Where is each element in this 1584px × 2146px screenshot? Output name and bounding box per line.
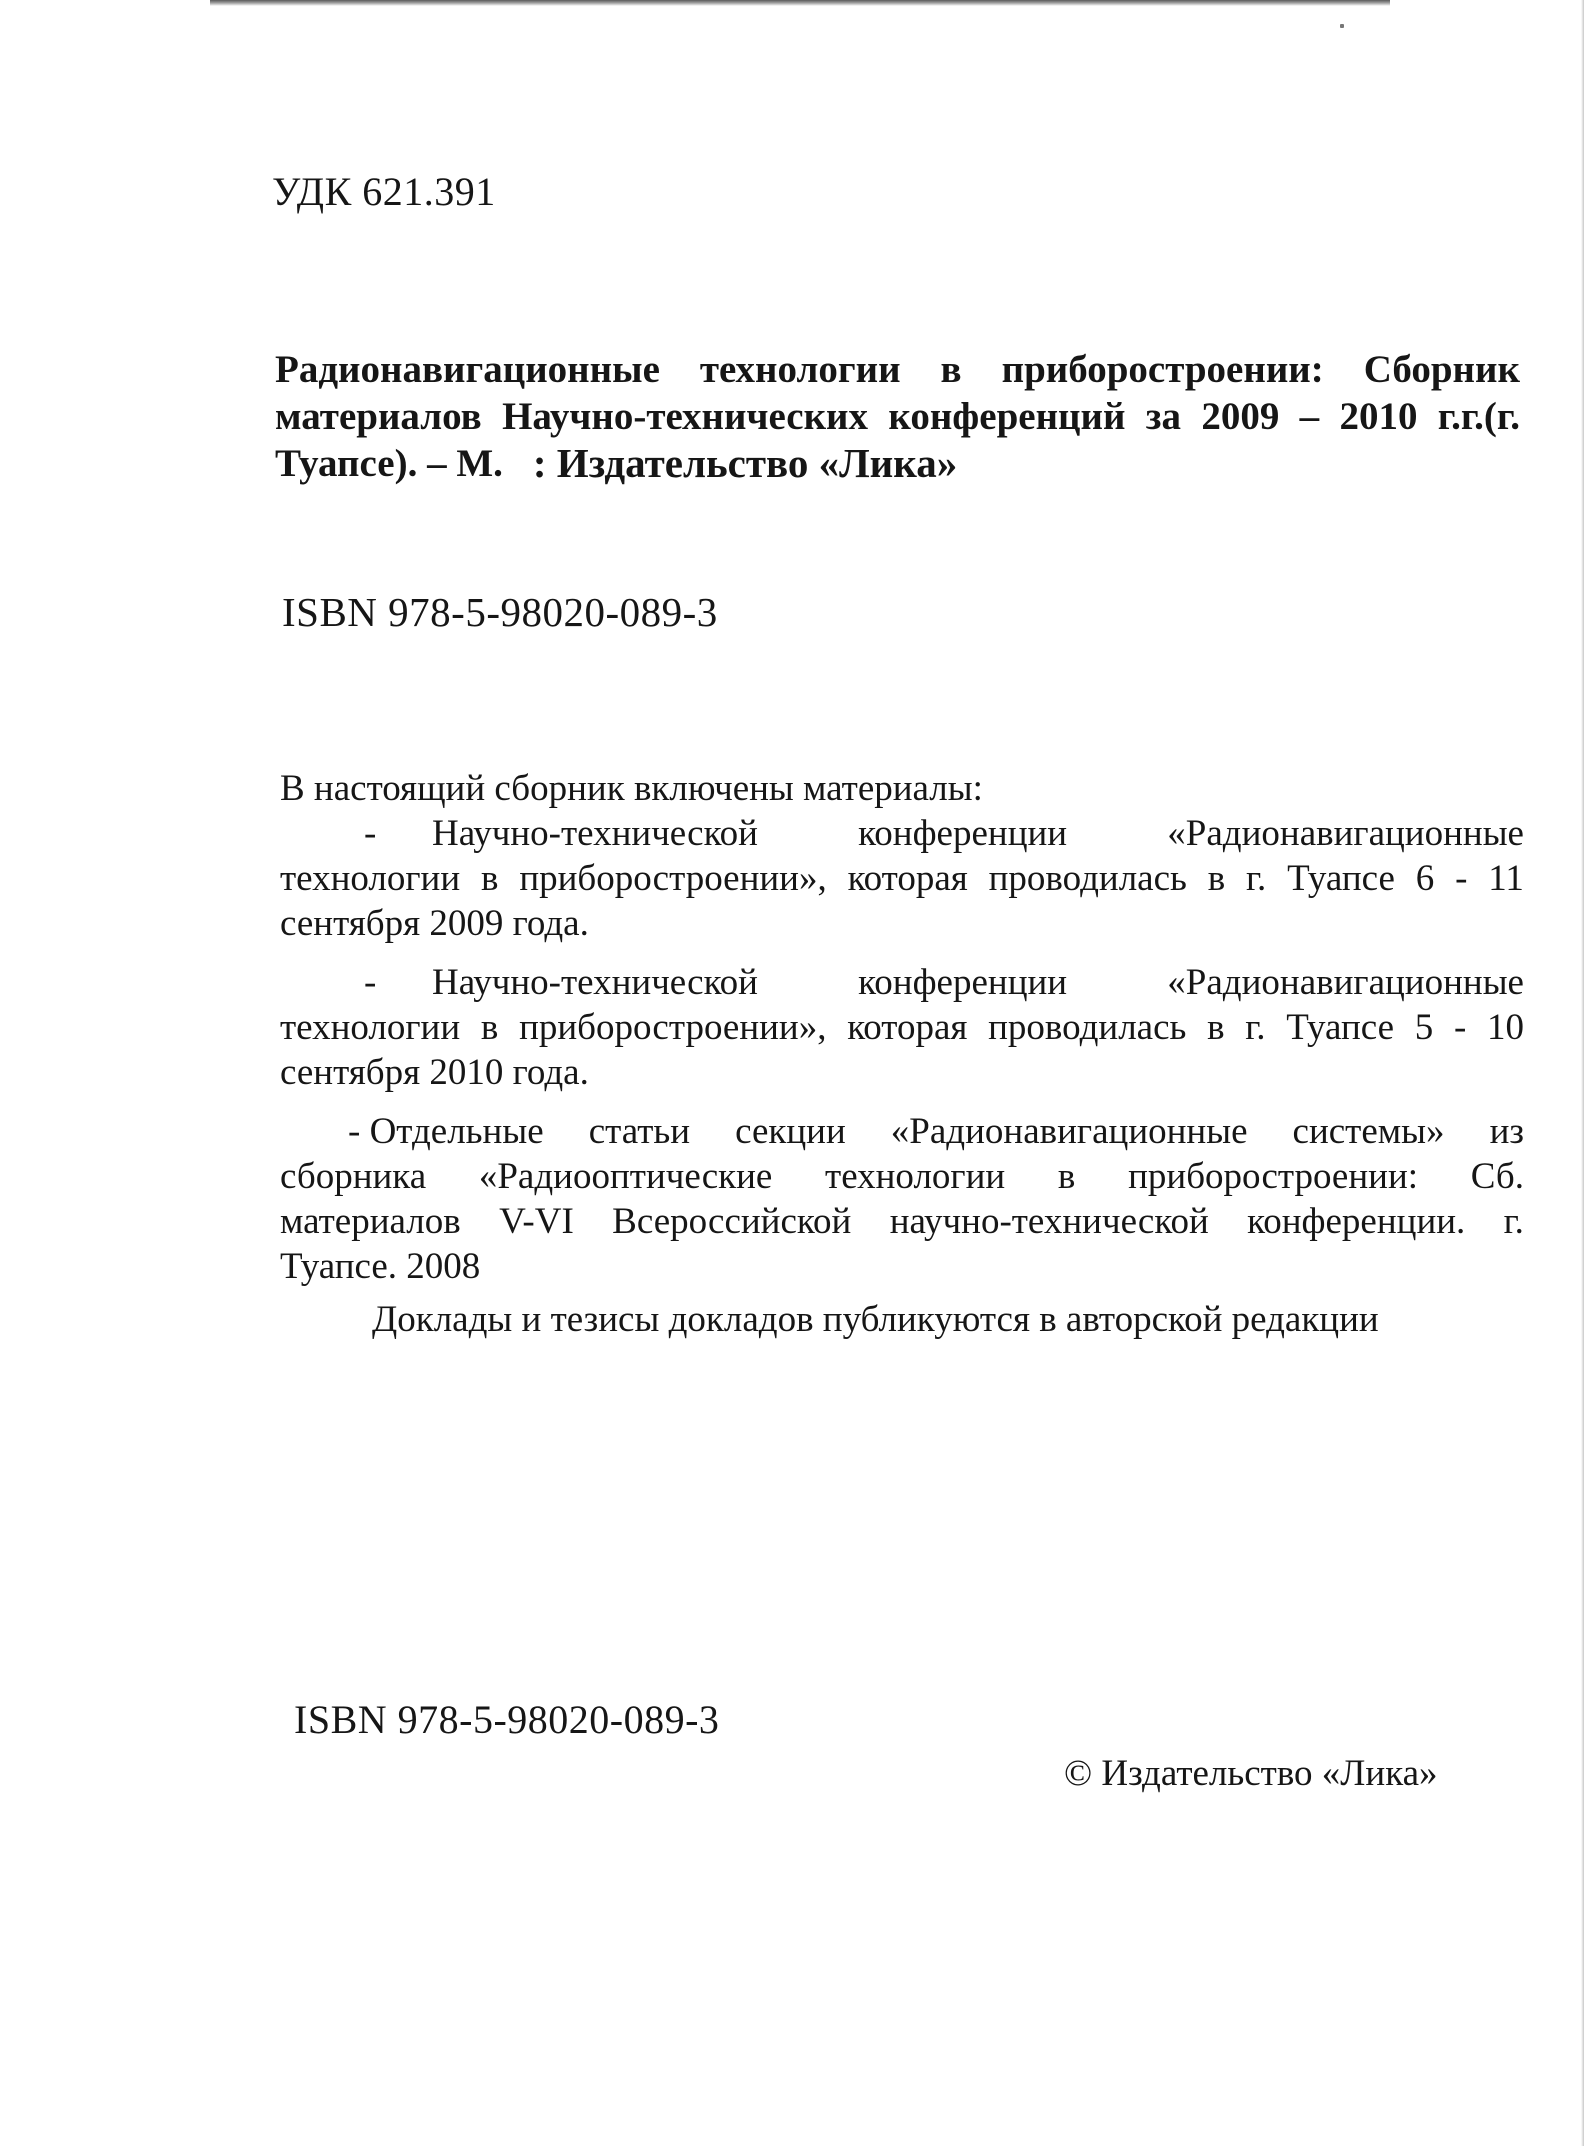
scan-speck (1340, 24, 1344, 28)
word: «Радионавигационные (890, 1111, 1248, 1152)
bib-line-1 (275, 346, 1520, 393)
word: г. (1503, 1201, 1524, 1242)
word: г. (1246, 858, 1267, 899)
item2-line1 (280, 960, 1524, 1005)
word: – (1299, 395, 1320, 438)
word: Туапсе (1286, 1007, 1395, 1048)
item3-line3 (280, 1199, 1524, 1244)
word: приборостроении: (1001, 348, 1324, 391)
word: статьи (588, 1111, 691, 1152)
word: г.г.(г. (1437, 395, 1520, 438)
word: которая (847, 1007, 968, 1048)
word: приборостроении», (519, 858, 827, 899)
word: сборника (280, 1156, 427, 1197)
editorial-note: Доклады и тезисы докладов публикуются в авторской редакции (372, 1299, 1379, 1340)
word: «Радионавигационные (1167, 813, 1524, 854)
contents-intro: В настоящий сборник включены материалы: (280, 768, 983, 809)
word: в (1207, 1007, 1225, 1048)
word: приборостроении», (519, 1007, 827, 1048)
word: технологии (825, 1156, 1006, 1197)
word: Сборник (1363, 348, 1520, 391)
scan-shadow-top (210, 0, 1390, 6)
contents-description (280, 766, 1524, 1342)
word: Всероссийской (612, 1201, 852, 1242)
word: научно-технической (889, 1201, 1209, 1242)
word: проводилась (988, 858, 1187, 899)
word: Сб. (1470, 1156, 1524, 1197)
word: в (480, 1007, 499, 1048)
word: - (1455, 858, 1468, 899)
word: которая (847, 858, 968, 899)
word: технологии (280, 858, 461, 899)
item2-dash: - (364, 962, 377, 1003)
bib-line-3 (275, 440, 1520, 487)
word: Туапсе (1287, 858, 1395, 899)
word: V-VI (499, 1201, 574, 1242)
word: приборостроении: (1128, 1156, 1419, 1197)
word: 11 (1488, 858, 1524, 899)
word: «Радиооптические (478, 1156, 773, 1197)
word: 2009 (1201, 395, 1280, 438)
word: - (1453, 1007, 1467, 1048)
word: 10 (1487, 1007, 1524, 1048)
word: в (1207, 858, 1226, 899)
item1-line3: сентября 2009 года. (280, 903, 589, 944)
word: в (940, 348, 962, 391)
spacer (280, 946, 1524, 960)
bib-publisher: : Издательство «Лика» (532, 440, 958, 486)
item1-line2 (280, 856, 1524, 901)
word: проводилась (988, 1007, 1187, 1048)
isbn-bottom: ISBN 978-5-98020-089-3 (294, 1697, 720, 1742)
word: технологии (280, 1007, 461, 1048)
word: в (1057, 1156, 1076, 1197)
word: технологии (699, 348, 901, 391)
word: - Отдельные (348, 1111, 544, 1152)
word: материалов (275, 395, 482, 438)
item2-line3: сентября 2010 года. (280, 1052, 589, 1093)
item3-line4: Туапсе. 2008 (280, 1246, 481, 1287)
word: системы» (1292, 1111, 1445, 1152)
word: из (1489, 1111, 1524, 1152)
word: 2010 (1339, 395, 1418, 438)
bibliographic-description (275, 346, 1520, 487)
word: конференций (888, 395, 1126, 438)
item1-dash: - (364, 813, 377, 854)
word: конференции (858, 813, 1068, 854)
word: Радионавигационные (275, 348, 660, 391)
word: конференции (858, 962, 1068, 1003)
item1-line1-words (432, 811, 1524, 856)
item1-line1 (280, 811, 1524, 856)
bib-place: Туапсе). – М. (275, 442, 503, 485)
word: материалов (280, 1201, 461, 1242)
word: 6 (1415, 858, 1435, 899)
word: за (1145, 395, 1181, 438)
item2-line1-words (432, 960, 1524, 1005)
word: Научно-технических (502, 395, 869, 438)
word: г. (1245, 1007, 1266, 1048)
item2-line2 (280, 1005, 1524, 1050)
word: 5 (1414, 1007, 1434, 1048)
word: «Радионавигационные (1167, 962, 1524, 1003)
word: конференции. (1247, 1201, 1466, 1242)
isbn-top: ISBN 978-5-98020-089-3 (282, 589, 718, 635)
word: секции (735, 1111, 846, 1152)
word: Научно-технической (432, 813, 758, 854)
udk-code: УДК 621.391 (272, 169, 496, 214)
bib-line-2 (275, 393, 1520, 440)
item3-line1 (280, 1109, 1524, 1154)
word: в (481, 858, 499, 899)
copyright-notice: © Издательство «Лика» (1064, 1753, 1438, 1794)
spacer (280, 1095, 1524, 1109)
item3-line2 (280, 1154, 1524, 1199)
word: Научно-технической (432, 962, 758, 1003)
